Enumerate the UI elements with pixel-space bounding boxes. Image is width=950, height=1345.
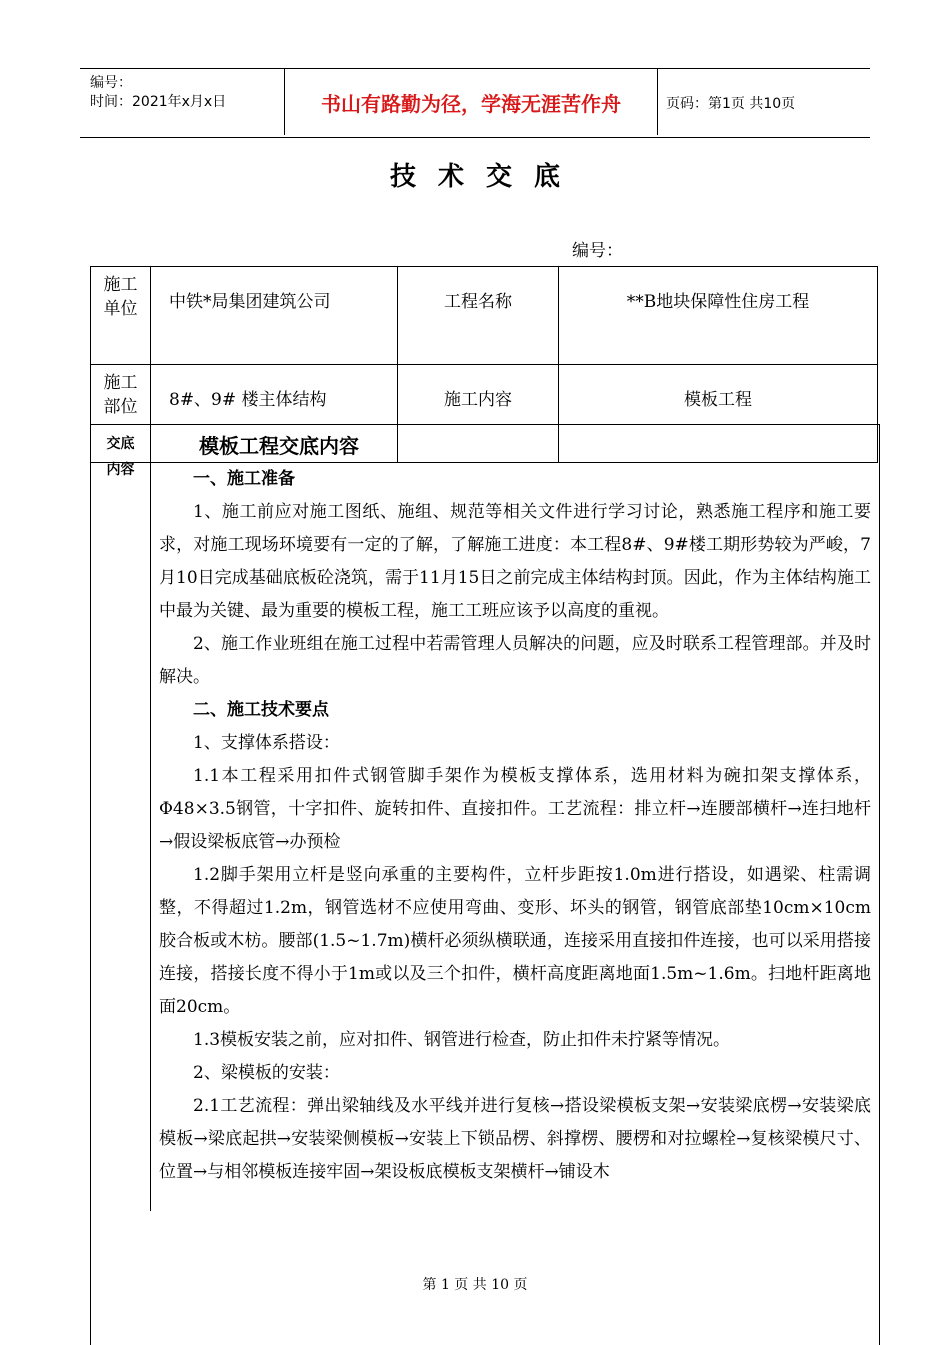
label-part: 施工 部位 xyxy=(91,365,151,463)
paragraph: 2、施工作业班组在施工过程中若需管理人员解决的问题，应及时联系工程管理部。并及时解决。 xyxy=(159,634,871,687)
paragraph-list xyxy=(159,463,871,1189)
value-project-name: **B地块保障性住房工程 xyxy=(559,267,878,365)
serial-label: 编号： xyxy=(572,241,623,261)
disclosure-content xyxy=(90,424,880,1345)
header-serial-label: 编号： xyxy=(90,75,132,91)
content-body xyxy=(159,429,871,1189)
header-date: 时间：2021年x月x日 xyxy=(90,94,227,110)
paragraph: 2.1工艺流程：弹出梁轴线及水平线并进行复核→搭设梁模板支架→安装梁底楞→安装梁底模板→梁底起拱→安装梁侧模板→安装上下锁品楞、斜撑楞、腰楞和对拉螺栓→复核梁模尺寸、位置→与相邻模板连接牢固→架设板底模板支架横杆→铺设木 xyxy=(159,1096,871,1182)
column-divider xyxy=(150,425,151,1211)
paragraph: 1.2脚手架用立杆是竖向承重的主要构件，立杆步距按1.0m进行搭设，如遇梁、柱需调整，不得超过1.2m，钢管选材不应使用弯曲、变形、坏头的钢管，钢管底部垫10cm×10cm胶合板或木枋。腰部(1.5~1.7m)横杆必须纵横联通，连接采用直接扣件连接，也可以采用搭接连接，搭接长度不得小于1m或以及三个扣件，横杆高度距离地面1.5m~1.6m。扫地杆距离地面20cm。 xyxy=(159,865,871,1017)
paragraph: 1、施工前应对施工图纸、施组、规范等相关文件进行学习讨论，熟悉施工程序和施工要求，对施工现场环境要有一定的了解，了解施工进度：本工程8#、9#楼工期形势较为严峻，7月10日完成基础底板砼浇筑，需于11月15日之前完成主体结构封顶。因此，作为主体结构施工中最为关键、最为重要的模板工程，施工工班应该予以高度的重视。 xyxy=(159,502,871,621)
content-label: 交底 内容 xyxy=(106,436,135,478)
label-unit: 施工 单位 xyxy=(91,267,151,365)
header-page-info: 页码：第1页 共10页 xyxy=(666,96,796,112)
value-unit: 中铁*局集团建筑公司 xyxy=(151,267,398,365)
paragraph: 1、支撑体系搭设： xyxy=(193,733,340,753)
content-heading: 模板工程交底内容 xyxy=(199,434,359,458)
paragraph: 1.1本工程采用扣件式钢管脚手架作为模板支撑体系，选用材料为碗扣架支撑体系，Φ48×3.5钢管，十字扣件、旋转扣件、直接扣件。工艺流程：排立杆→连腰部横杆→连扫地杆→假设梁板底管→办预检 xyxy=(159,766,871,852)
paragraph: 1.3模板安装之前，应对扣件、钢管进行检查，防止扣件未拧紧等情况。 xyxy=(193,1030,731,1050)
page-footer: 第 1 页 共 10 页 xyxy=(422,1277,528,1293)
header-meta xyxy=(80,69,284,137)
value-work-content: 模板工程 xyxy=(559,365,878,463)
header-motto: 书山有路勤为径，学海无涯苦作舟 xyxy=(284,69,658,135)
label-project-name: 工程名称 xyxy=(398,267,559,365)
paragraph: 2、梁模板的安装： xyxy=(193,1063,340,1083)
value-part: 8#、9# 楼主体结构 xyxy=(151,365,398,463)
document-title: 技术交底 xyxy=(389,162,582,192)
label-work-content: 施工内容 xyxy=(398,365,559,463)
section-heading: 二、施工技术要点 xyxy=(193,700,329,720)
section-heading: 一、施工准备 xyxy=(193,469,295,489)
page-header xyxy=(80,68,870,138)
info-row-unit xyxy=(91,267,878,365)
